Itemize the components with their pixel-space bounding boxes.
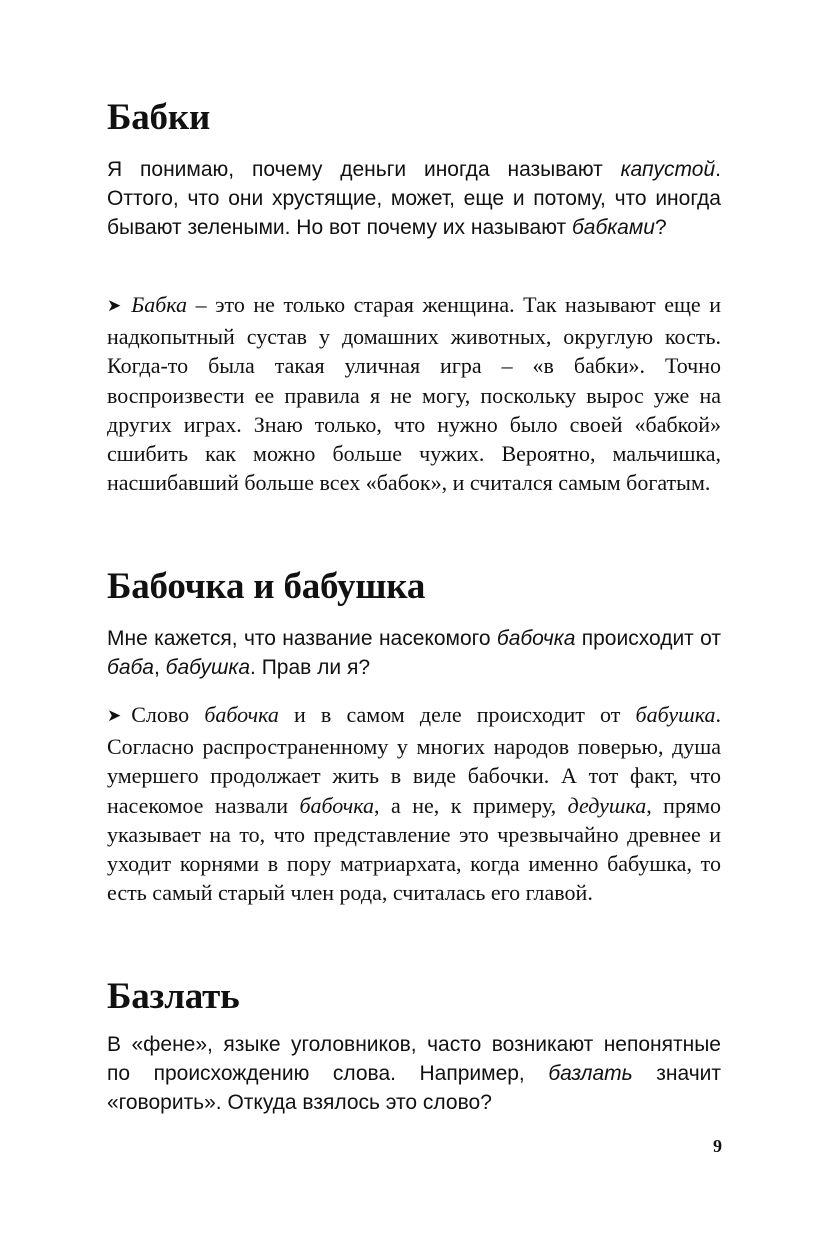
italic-term: баба <box>107 656 154 679</box>
italic-term: бабочка <box>496 627 576 650</box>
answer-babochka <box>107 700 721 907</box>
italic-term: дедушка <box>567 792 647 818</box>
answer-text: Слово <box>131 702 205 727</box>
italic-term: бабочка <box>204 702 279 727</box>
answer-babki <box>107 290 721 497</box>
question-text: происходит от <box>575 627 721 650</box>
question-bazlat <box>107 1030 721 1117</box>
italic-term: бабушка <box>635 702 716 727</box>
italic-term: капустой <box>620 158 716 181</box>
answer-text: , прямо указывает на то, что представление это чрезвычайно древнее и уходит корнями в пору матриархата, когда именно бабушка, то есть самый старый член рода, считалась его главой. <box>107 792 721 906</box>
question-text: Я понимаю, почему деньги иногда называют <box>107 158 621 181</box>
question-text: В «фене», языке уголовников, часто возникают непонятные по происхождению слова. Например, <box>107 1033 721 1085</box>
page-number: 9 <box>713 1136 722 1156</box>
answer-text: и в самом деле происходит от <box>278 702 636 727</box>
question-text: ? <box>654 216 667 239</box>
italic-term: бабочка <box>299 792 374 818</box>
arrow-bullet-icon: ➤ <box>107 296 122 316</box>
italic-term: Бабка <box>131 292 188 317</box>
question-text: значит «говорить». Откуда взялось это слово? <box>107 1062 721 1114</box>
section-title-babki: Бабки <box>107 97 211 138</box>
answer-text: , а не, к примеру, <box>373 792 568 818</box>
italic-term: бабками <box>571 216 655 239</box>
question-text: . Оттого, что они хрустящие, может, еще и потому, что иногда бывают зелеными. Но вот почему их называют <box>107 158 721 239</box>
question-babochka <box>107 624 721 682</box>
section-title-babochka: Бабочка и бабушка <box>107 566 426 607</box>
question-text: Мне кажется, что название насекомого <box>107 627 497 650</box>
answer-text: . Согласно распространенному у многих народов поверью, душа умершего продолжает жить в виде бабочки. А тот факт, что насекомое назвали <box>107 702 721 818</box>
section-title-bazlat: Базлать <box>107 976 240 1017</box>
italic-term: бабушка <box>165 656 251 679</box>
italic-term: базлать <box>548 1062 633 1085</box>
arrow-bullet-icon: ➤ <box>107 706 122 726</box>
answer-text: – это не только старая женщина. Так называют еще и надкопытный сустав у домашних животных, округлую кость. Когда-то была такая уличная игра – «в бабки». Точно воспроизвести ее правила я не могу, поскольку вырос уже на других играх. Знаю только, что нужно было своей «бабкой» сшибить как можно больше чужих. Вероятно, мальчишка, насшибавший больше всех «бабок», и считался самым богатым. <box>107 292 721 496</box>
question-text: . Прав ли я? <box>250 656 371 679</box>
question-babki <box>107 155 721 242</box>
question-text: , <box>153 656 166 679</box>
